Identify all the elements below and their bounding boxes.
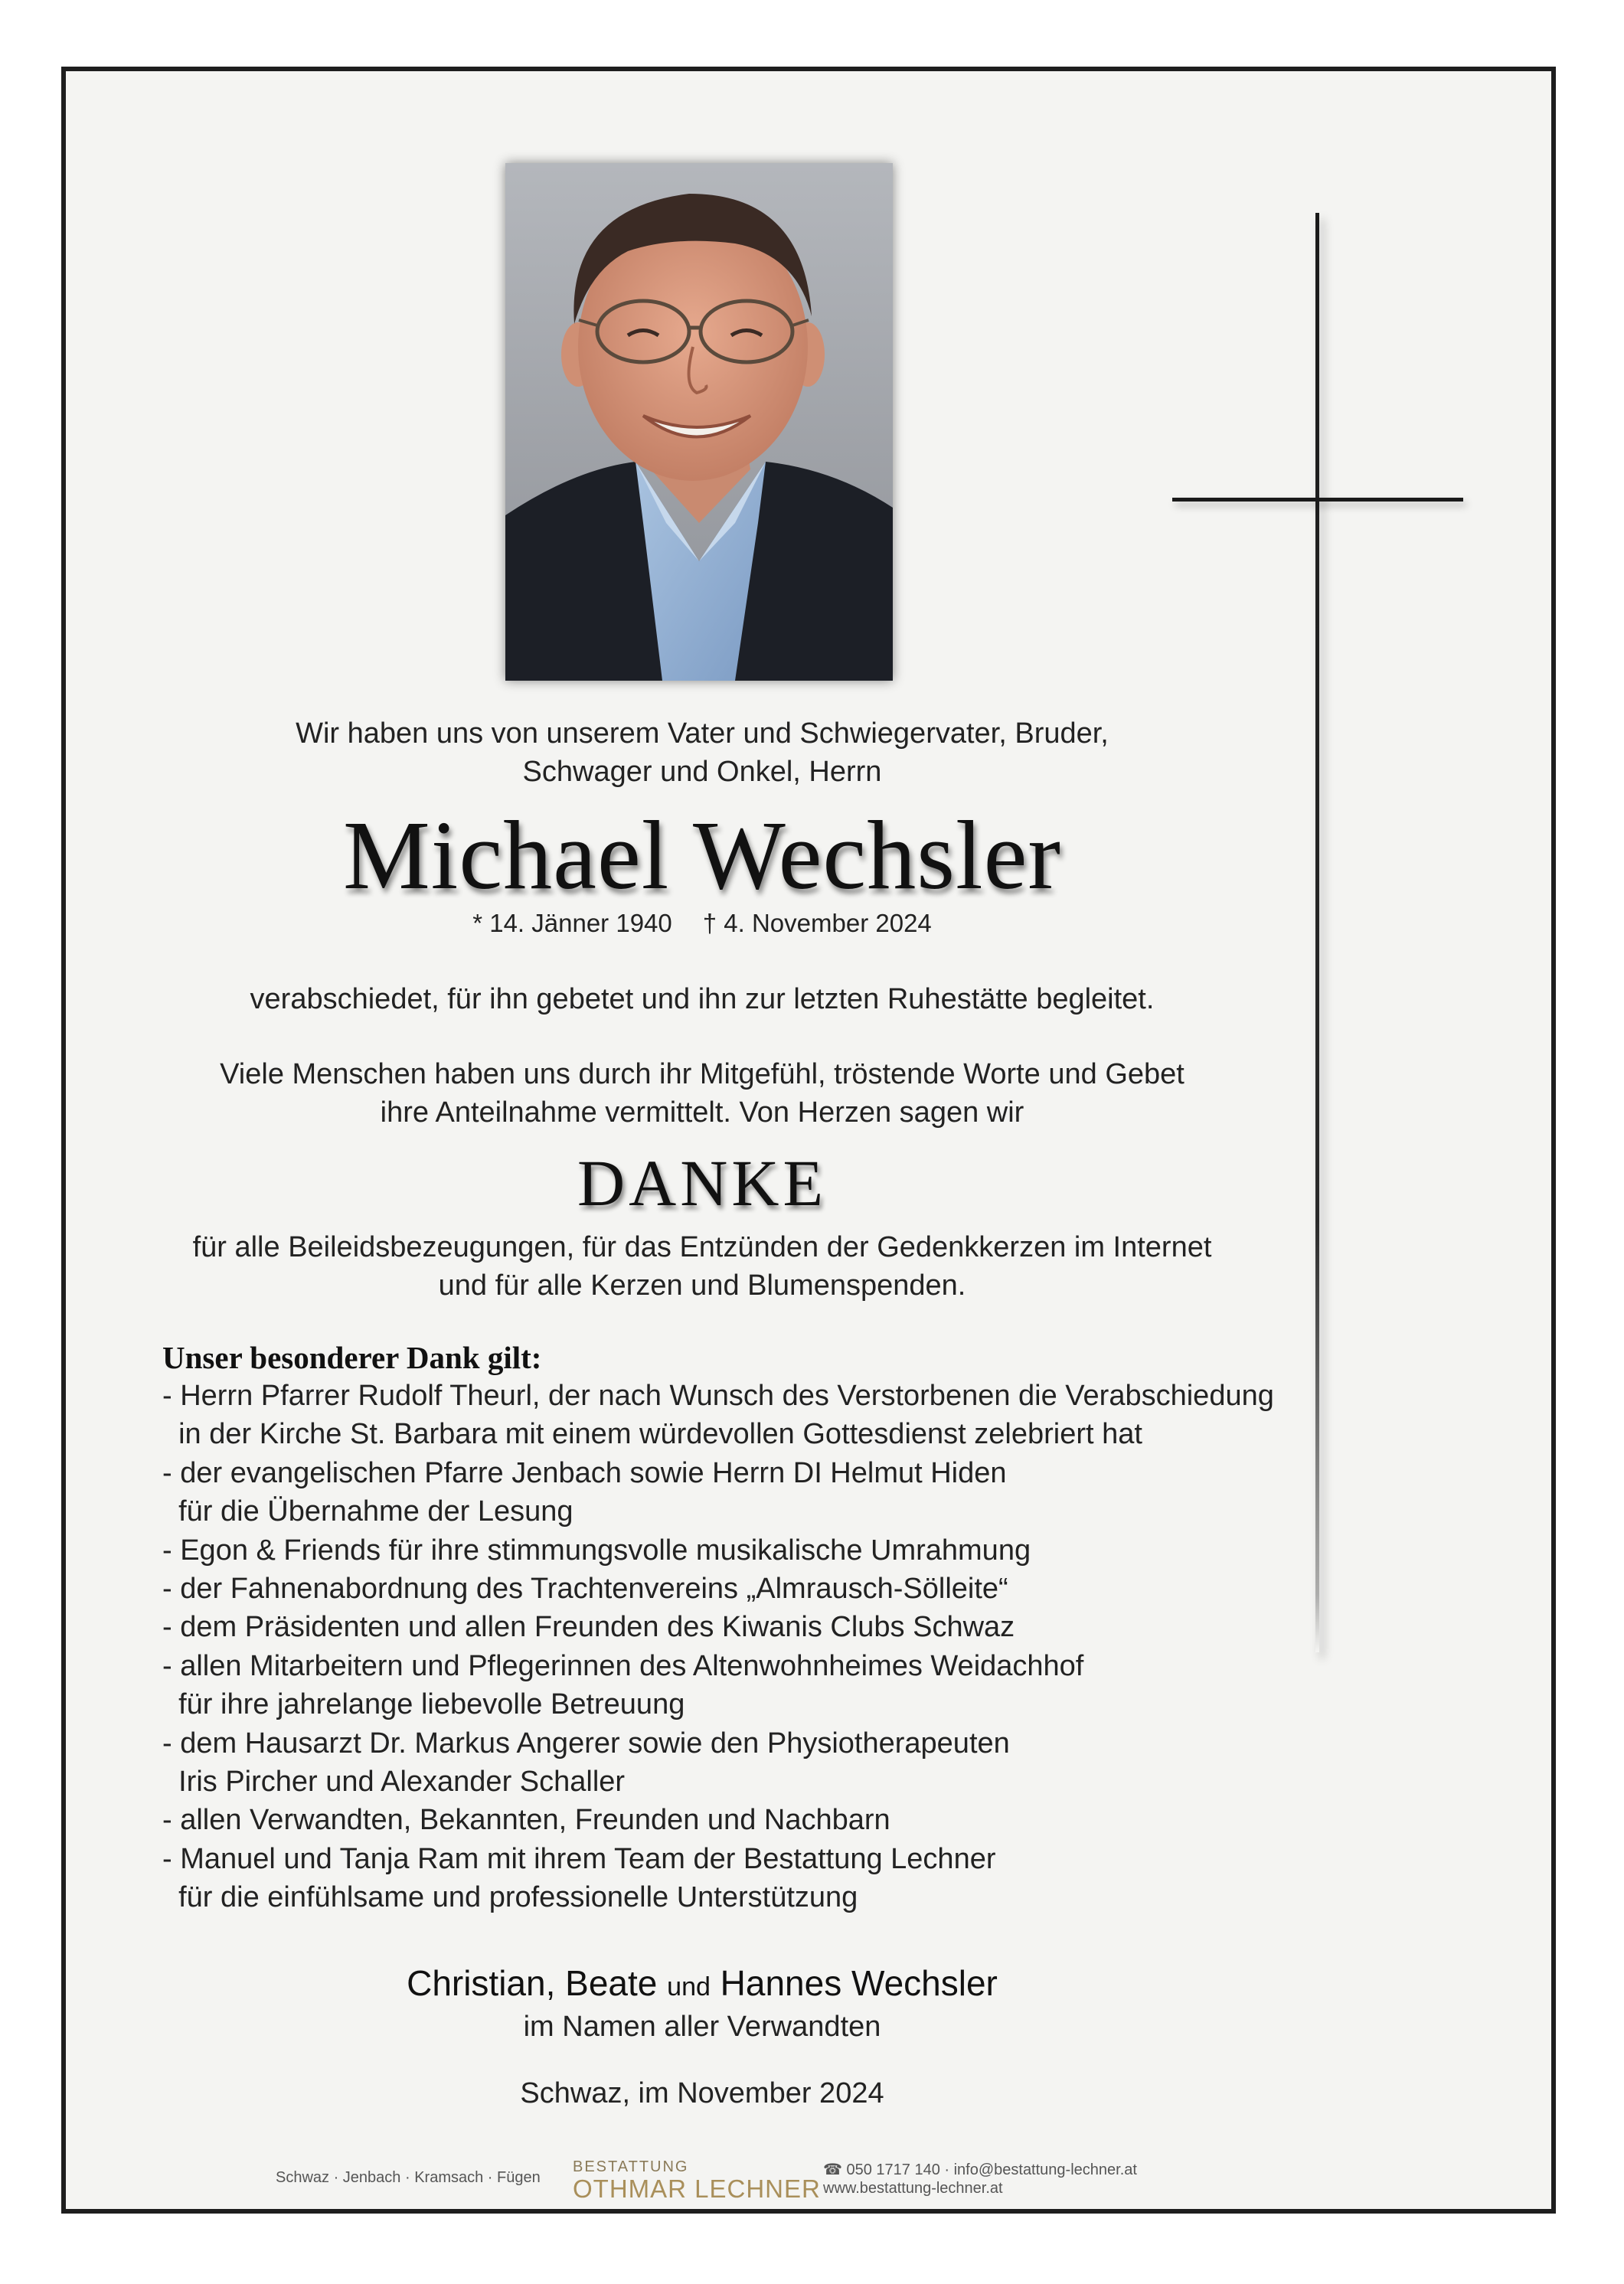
footer-website: www.bestattung-lechner.at	[823, 2180, 1003, 2197]
family-signature	[123, 1962, 1282, 2008]
brand-name-text: OTHMAR LECHNER	[573, 2175, 821, 2203]
intro-text	[123, 714, 1282, 791]
thanks-line: - allen Mitarbeitern und Pflegerinnen des Altenwohnheimes Weidachhof	[162, 1649, 1084, 1682]
death-date: † 4. November 2024	[702, 909, 932, 937]
place-date: Schwaz, im November 2024	[520, 2077, 884, 2109]
special-thanks-title: Unser besonderer Dank gilt:	[162, 1340, 542, 1375]
deceased-name: Michael Wechsler	[342, 801, 1062, 910]
thanks-line: - der Fahnenabordnung des Trachtenvereins „Almrausch-Sölleite“	[162, 1573, 1008, 1606]
footer-phone-email: ☎ 050 1717 140 · info@bestattung-lechner.at	[823, 2161, 1137, 2178]
thanks-line: Iris Pircher und Alexander Schaller	[162, 1766, 626, 1799]
thanks-line: - allen Verwandten, Bekannten, Freunden und Nachbarn	[162, 1804, 890, 1837]
thanks-line: - dem Präsidenten und allen Freunden des Kiwanis Clubs Schwaz	[162, 1611, 1015, 1644]
funeral-home-logo	[573, 2158, 821, 2203]
thanks-line: - Egon & Friends für ihre stimmungsvolle musikalische Umrahmung	[162, 1534, 1031, 1567]
thanks-line: in der Kirche St. Barbara mit einem würdevollen Gottesdienst zelebriert hat	[162, 1418, 1142, 1451]
family-names-1: Christian, Beate	[407, 1963, 658, 2003]
family-connector: und	[667, 1972, 711, 2001]
thanks-line: - Herrn Pfarrer Rudolf Theurl, der nach Wunsch des Verstorbenen die Verabschiedung	[162, 1380, 1274, 1412]
footer-contact	[823, 2161, 1137, 2197]
brand-top-text: BESTATTUNG	[573, 2158, 689, 2175]
family-subtitle: im Namen aller Verwandten	[523, 2011, 881, 2043]
intro-line-2: Schwager und Onkel, Herrn	[522, 756, 882, 788]
portrait-photo	[505, 163, 893, 681]
thanks-line: für die Übernahme der Lesung	[162, 1495, 573, 1528]
family-names-2: Hannes Wechsler	[720, 1963, 998, 2003]
intro-line-1: Wir haben uns von unserem Vater und Schwiegervater, Bruder,	[296, 717, 1109, 750]
thanks-line: - Manuel und Tanja Ram mit ihrem Team der Bestattung Lechner	[162, 1842, 996, 1875]
special-thanks-section	[162, 1338, 1274, 1917]
cross-vertical-bar	[1315, 213, 1319, 1652]
condolences-line-2: und für alle Kerzen und Blumenspenden.	[438, 1269, 966, 1302]
sympathy-line-2: ihre Anteilnahme vermittelt. Von Herzen sagen wir	[380, 1096, 1024, 1129]
thanks-line: - der evangelischen Pfarre Jenbach sowie Herrn DI Helmut Hiden	[162, 1456, 1007, 1489]
sympathy-line-1: Viele Menschen haben uns durch ihr Mitgefühl, tröstende Worte und Gebet	[220, 1058, 1185, 1090]
thanks-line: - dem Hausarzt Dr. Markus Angerer sowie den Physiotherapeuten	[162, 1727, 1010, 1760]
danke-heading: DANKE	[577, 1146, 827, 1220]
farewell-text: verabschiedet, für ihn gebetet und ihn zur letzten Ruhestätte begleitet.	[250, 983, 1155, 1015]
thanks-line: für ihre jahrelange liebevolle Betreuung	[162, 1688, 685, 1721]
cross-horizontal-bar	[1172, 498, 1463, 502]
birth-date: * 14. Jänner 1940	[472, 909, 672, 937]
sympathy-text	[123, 1055, 1282, 1132]
condolences-line-1: für alle Beileidsbezeugungen, für das Entzünden der Gedenkkerzen im Internet	[192, 1231, 1212, 1263]
footer-locations: Schwaz · Jenbach · Kramsach · Fügen	[276, 2169, 541, 2186]
thanks-line: für die einfühlsame und professionelle Unterstützung	[162, 1881, 858, 1914]
condolences-text	[123, 1228, 1282, 1305]
life-dates	[123, 907, 1282, 940]
